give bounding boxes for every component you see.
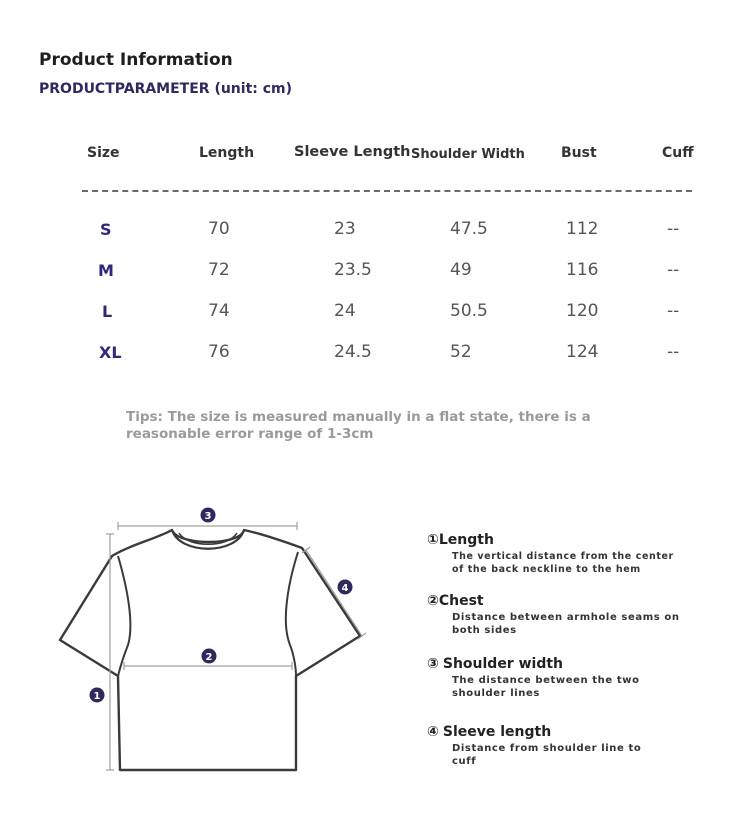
marker-2-label: 2 [205, 652, 213, 663]
table-divider [82, 190, 692, 192]
cell-cuff: -- [667, 342, 680, 362]
column-header-shoulder-width: Shoulder Width [411, 147, 525, 162]
tips-note: Tips: The size is measured manually in a flat state, there is a reasonable error range of 1-3cm [126, 409, 591, 442]
legend-title: Chest [438, 593, 484, 609]
cell-shoulder: 49 [450, 260, 472, 280]
tshirt-diagram [50, 500, 380, 790]
page-title: Product Information [39, 50, 233, 70]
legend-description: Distance from shoulder line to cuff [452, 743, 642, 767]
marker-4-label: 4 [341, 583, 349, 594]
marker-1-label: 1 [93, 691, 101, 702]
cell-cuff: -- [667, 260, 680, 280]
legend-title: Sleeve length [442, 724, 552, 740]
legend-number: ④ [427, 724, 439, 740]
legend-item-chest [427, 593, 702, 637]
size-label-m: M [98, 261, 114, 280]
cell-bust: 112 [566, 219, 599, 239]
cell-sleeve: 23.5 [334, 260, 372, 280]
cell-bust: 120 [566, 301, 599, 321]
sleeve-measure-line [306, 550, 362, 636]
cell-sleeve: 23 [334, 219, 356, 239]
column-header-bust: Bust [561, 145, 597, 161]
column-header-length: Length [199, 145, 255, 161]
cell-length: 72 [208, 260, 230, 280]
legend-description: Distance between armhole seams on both sides [452, 612, 680, 636]
legend-item-length [427, 532, 682, 576]
legend-description: The distance between the two shoulder lines [452, 675, 640, 699]
column-header-size: Size [87, 145, 120, 161]
armhole-seam-left [118, 556, 130, 676]
cell-length: 76 [208, 342, 230, 362]
cell-shoulder: 52 [450, 342, 472, 362]
legend-number: ② [427, 593, 439, 609]
armhole-seam-right [286, 552, 298, 676]
column-header-sleeve-length: Sleeve Length [294, 144, 411, 160]
cell-bust: 116 [566, 260, 599, 280]
size-label-l: L [102, 302, 113, 321]
page-subtitle: PRODUCTPARAMETER (unit: cm) [39, 81, 293, 97]
cell-length: 70 [208, 219, 230, 239]
cell-bust: 124 [566, 342, 599, 362]
legend-item-shoulder-width [427, 656, 642, 700]
cell-cuff: -- [667, 219, 680, 239]
size-label-xl: XL [99, 343, 122, 362]
cell-shoulder: 47.5 [450, 219, 488, 239]
legend-item-sleeve-length [427, 724, 652, 768]
legend-number: ① [427, 532, 439, 548]
legend-description: The vertical distance from the center of the back neckline to the hem [452, 551, 674, 575]
column-header-cuff: Cuff [662, 145, 694, 161]
cell-cuff: -- [667, 301, 680, 321]
cell-sleeve: 24 [334, 301, 356, 321]
cell-sleeve: 24.5 [334, 342, 372, 362]
cell-length: 74 [208, 301, 230, 321]
legend-title: Length [438, 532, 494, 548]
marker-3-label: 3 [204, 511, 212, 522]
legend-number: ③ [427, 656, 439, 672]
legend-title: Shoulder width [442, 656, 564, 672]
size-label-s: S [100, 220, 112, 239]
cell-shoulder: 50.5 [450, 301, 488, 321]
